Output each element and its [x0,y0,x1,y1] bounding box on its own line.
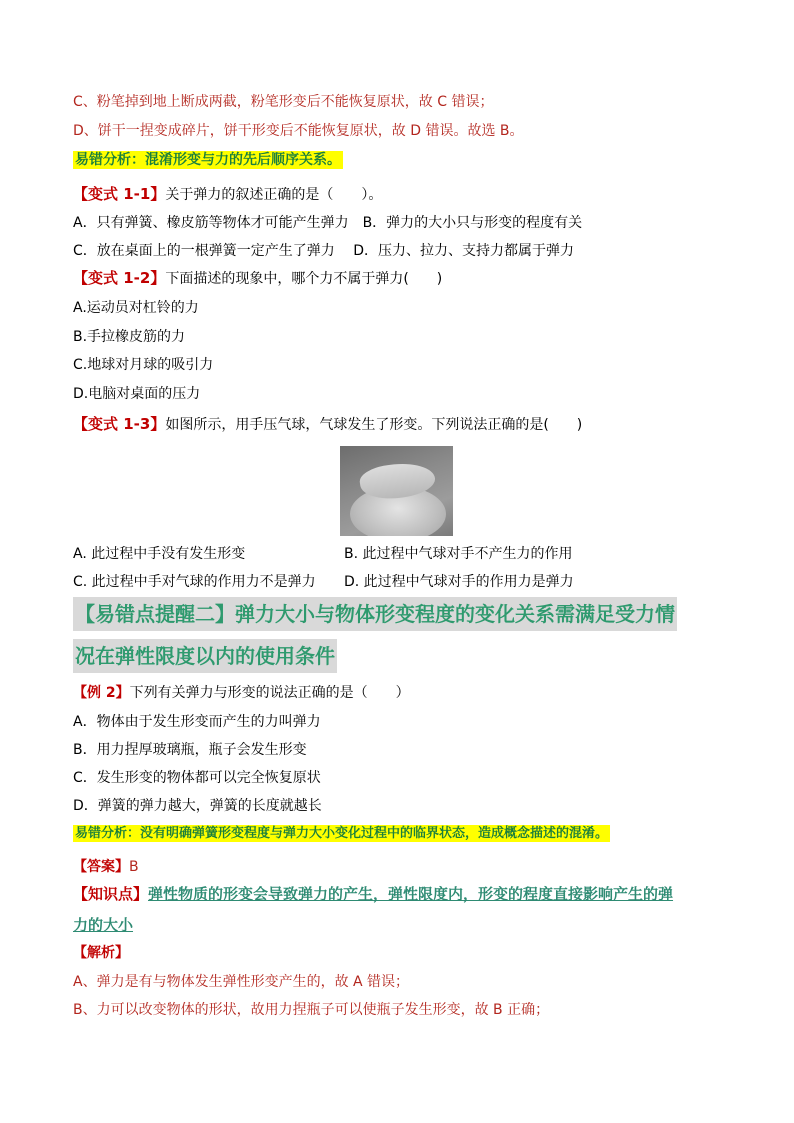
variant-1-1-options-ab: A．只有弹簧、橡皮筋等物体才可能产生弹力 B．弹力的大小只与形变的程度有关 [73,215,583,231]
option-c-explanation: C、粉笔掉到地上断成两截，粉笔形变后不能恢复原状，故 C 错误； [73,94,494,110]
analysis-line-b: B、力可以改变物体的形状，故用力捏瓶子可以使瓶子发生形变，故 B 正确； [73,1002,550,1018]
variant-1-3-tag: 【变式 1-3】 [73,415,166,433]
error-analysis-2 [73,824,610,844]
example-2-option-c: C．发生形变的物体都可以完全恢复原状 [73,770,321,786]
mistake-reminder-2-heading-line1: 【易错点提醒二】弹力大小与物体形变程度的变化关系需满足受力情 [73,597,677,631]
knowledge-point-text-1: 弹性物质的形变会导致弹力的产生，弹性限度内，形变的程度直接影响产生的弹 [148,885,674,903]
example-2-text: 下列有关弹力与形变的说法正确的是（ ） [129,685,410,701]
variant-1-3-question [73,414,582,435]
variant-1-2-option-d: D.电脑对桌面的压力 [73,386,201,402]
example-2-tag: 【例 2】 [73,685,130,701]
analysis-tag-text: 【解析】 [73,945,129,961]
variant-1-2-option-a: A.运动员对杠铃的力 [73,300,199,316]
error-analysis-1-text: 易错分析：混淆形变与力的先后顺序关系。 [75,152,341,168]
variant-1-3-option-c: C. 此过程中手对气球的作用力不是弹力 [73,574,316,590]
example-2-question [73,683,410,703]
knowledge-point-tag: 【知识点】 [73,885,149,903]
variant-1-3-option-a: A. 此过程中手没有发生形变 [73,546,246,562]
example-2-option-a: A．物体由于发生形变而产生的力叫弹力 [73,714,321,730]
variant-1-1-question [73,184,382,205]
analysis-tag [73,943,129,963]
error-analysis-2-text: 易错分析：没有明确弹簧形变程度与弹力大小变化过程中的临界状态，造成概念描述的混淆。 [75,826,609,841]
mistake-reminder-2-heading-line2: 况在弹性限度以内的使用条件 [73,639,337,673]
example-2-option-d: D．弹簧的弹力越大，弹簧的长度就越长 [73,798,322,814]
variant-1-1-tag: 【变式 1-1】 [73,185,166,203]
variant-1-3-option-b: B. 此过程中气球对手不产生力的作用 [344,546,573,562]
variant-1-1-text: 关于弹力的叙述正确的是（ ）。 [165,187,383,203]
answer-value: B [129,859,139,875]
knowledge-point [73,879,723,941]
example-2-option-b: B．用力捏厚玻璃瓶，瓶子会发生形变 [73,742,307,758]
knowledge-point-text-2: 力的大小 [73,916,134,934]
variant-1-2-text: 下面描述的现象中，哪个力不属于弹力( ) [165,271,443,287]
analysis-line-a: A、弹力是有与物体发生弹性形变产生的，故 A 错误； [73,974,410,990]
variant-1-2-option-b: B.手拉橡皮筋的力 [73,329,186,345]
hand-pressing-balloon-image [340,446,453,536]
variant-1-1-options-cd: C．放在桌面上的一根弹簧一定产生了弹力 D．压力、拉力、支持力都属于弹力 [73,243,575,259]
variant-1-3-text: 如图所示，用手压气球，气球发生了形变。下列说法正确的是( ) [165,417,583,433]
variant-1-2-tag: 【变式 1-2】 [73,269,166,287]
error-analysis-1 [73,150,343,170]
variant-1-2-question [73,268,442,289]
answer-tag: 【答案】 [73,859,129,875]
variant-1-3-option-d: D. 此过程中气球对手的作用力是弹力 [344,574,574,590]
variant-1-2-option-c: C.地球对月球的吸引力 [73,357,214,373]
option-d-explanation: D、饼干一捏变成碎片，饼干形变后不能恢复原状，故 D 错误。故选 B。 [73,123,524,139]
answer-line [73,857,139,877]
